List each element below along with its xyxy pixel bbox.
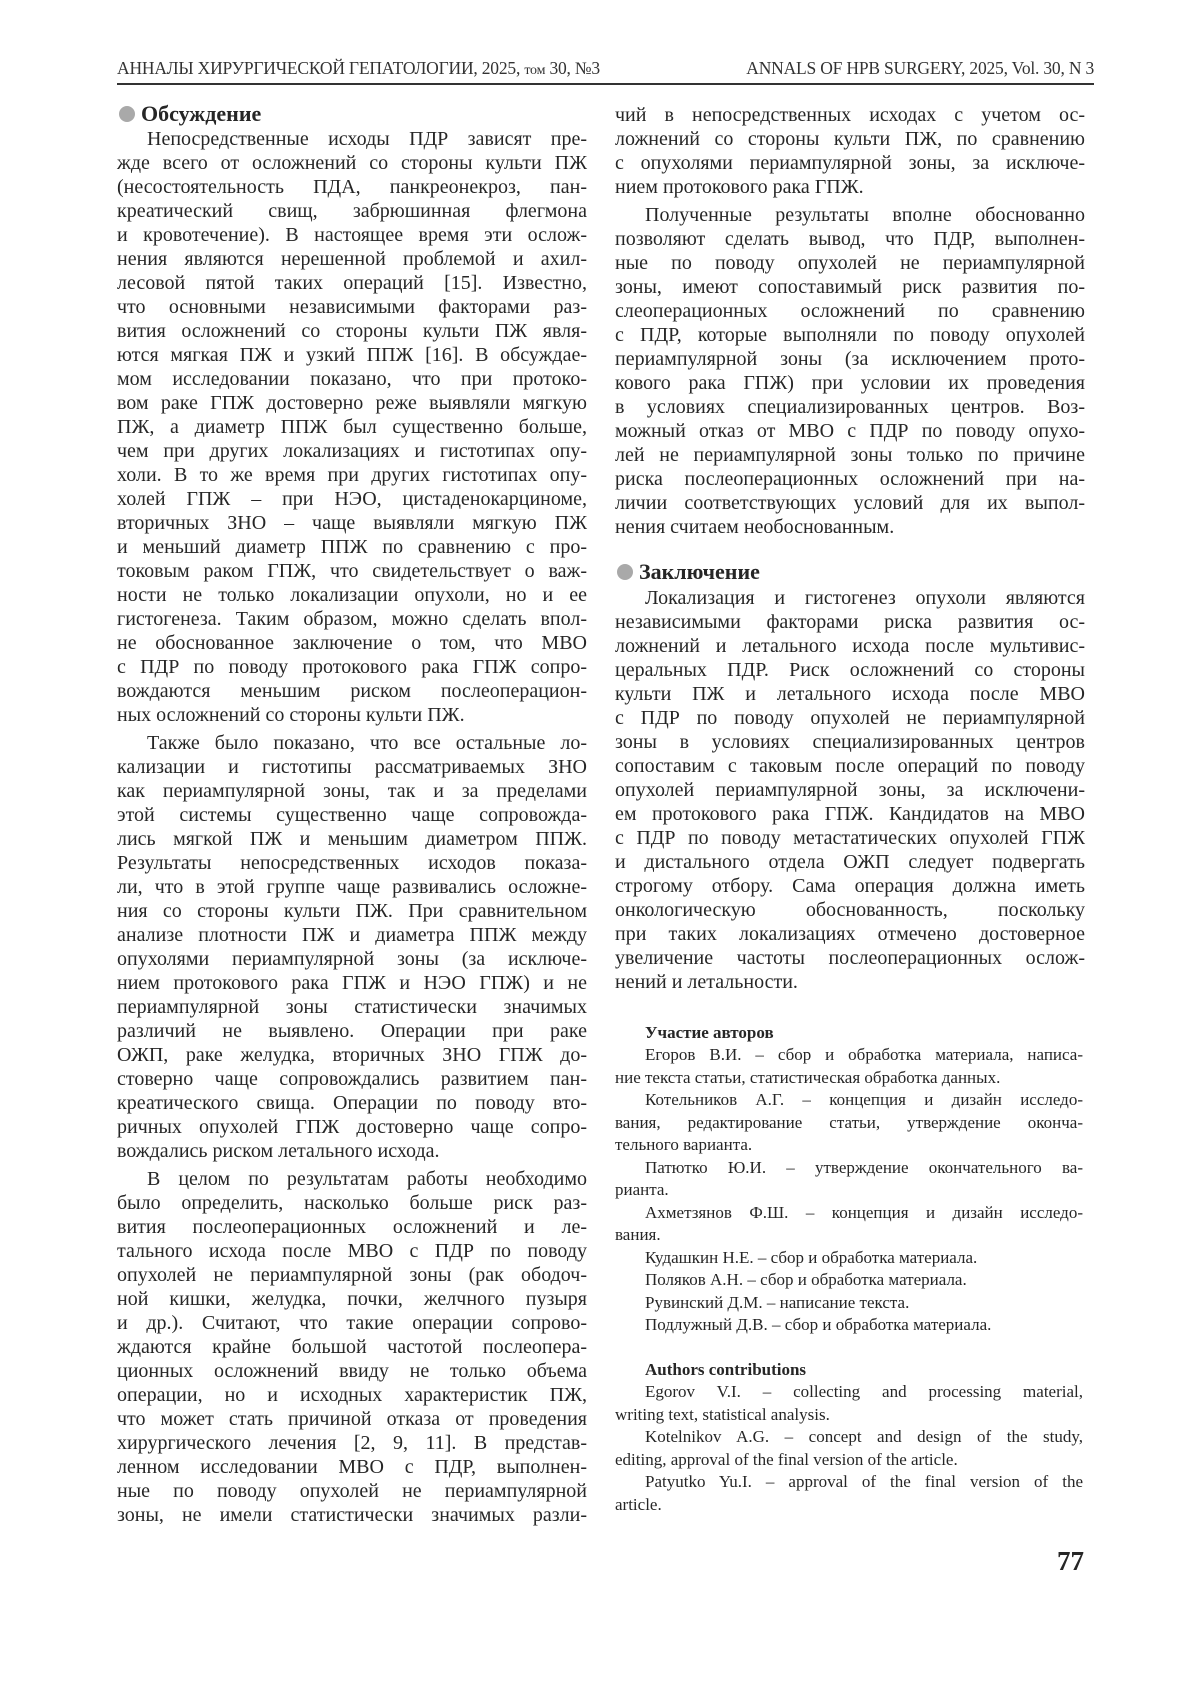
- text-line: не обоснованное заключение о том, что МВО: [117, 631, 587, 655]
- authors-contribution-en: [615, 1358, 1083, 1516]
- text-line: кализации и гистотипы рассматриваемых ЗНО: [117, 755, 587, 779]
- text-line: Также было показано, что все остальные ло-: [117, 731, 587, 755]
- text-line: как периампулярной зоны, так и за пределами: [117, 779, 587, 803]
- text-line: В целом по результатам работы необходимо: [117, 1167, 587, 1191]
- text-line: независимыми факторами риска развития ос-: [615, 610, 1085, 634]
- author-contribution-item: [615, 1247, 1083, 1270]
- text-line: нения являются нерешенной проблемой и ахил-: [117, 247, 587, 271]
- text-line: риска послеоперационных осложнений при на-: [615, 467, 1085, 491]
- text-line: ждаются крайне большой частотой послеопера-: [117, 1335, 587, 1359]
- header-rule: [117, 83, 1094, 85]
- text-line: с ПДР по поводу протокового рака ГПЖ сопро-: [117, 655, 587, 679]
- text-line: ния со стороны культи ПЖ. При сравнительном: [117, 899, 587, 923]
- journal-title-ru: АННАЛЫ ХИРУРГИЧЕСКОЙ ГЕПАТОЛОГИИ, 2025,: [117, 58, 520, 78]
- page-number: 77: [1057, 1546, 1084, 1577]
- text-line: с опухолями периампулярной зоны, за исключе-: [615, 151, 1085, 175]
- text-line: жде всего от осложнений со стороны культи ПЖ: [117, 151, 587, 175]
- right-column: [615, 103, 1085, 539]
- text-line: Патютко Ю.И. – утверждение окончательного ва-: [615, 1157, 1083, 1180]
- paragraph: [615, 586, 1085, 994]
- text-line: лесовой пятой таких операций [15]. Известно,: [117, 271, 587, 295]
- text-line: кового рака ГПЖ) при условии их проведения: [615, 371, 1085, 395]
- text-line: зоны, имеют сопоставимый риск развития по-: [615, 275, 1085, 299]
- text-line: позволяют сделать вывод, что ПДР, выполнен-: [615, 227, 1085, 251]
- heading-text: Обсуждение: [141, 102, 261, 126]
- conclusion-section: [615, 558, 1085, 994]
- text-line: с ПДР, которые выполняли по поводу опухолей: [615, 323, 1085, 347]
- authors-heading-en: Authors contributions: [615, 1358, 1083, 1381]
- text-line: и др.). Считают, что такие операции сопрово-: [117, 1311, 587, 1335]
- author-contribution-item: [615, 1044, 1083, 1089]
- text-line: мом исследовании показано, что при протоко-: [117, 367, 587, 391]
- text-line: ционных осложнений ввиду не только объема: [117, 1359, 587, 1383]
- text-line: увеличение частоты послеоперационных ослож-: [615, 946, 1085, 970]
- text-line: Рувинский Д.М. – написание текста.: [615, 1292, 1083, 1315]
- text-line: вания, редактирование статьи, утверждение оконча-: [615, 1112, 1083, 1135]
- text-line: Полученные результаты вполне обоснованно: [615, 203, 1085, 227]
- text-line: слеоперационных осложнений по сравнению: [615, 299, 1085, 323]
- text-line: хирургического лечения [2, 9, 11]. В представ-: [117, 1431, 587, 1455]
- bullet-icon: [617, 564, 633, 580]
- paragraph: [117, 731, 587, 1163]
- text-line: ложнений и летального исхода после мультивис-: [615, 634, 1085, 658]
- text-line: тального исхода после МВО с ПДР по поводу: [117, 1239, 587, 1263]
- running-header-en: ANNALS OF HPB SURGERY, 2025, Vol. 30, N 3: [746, 58, 1094, 79]
- text-line: Поляков А.Н. – сбор и обработка материала.: [615, 1269, 1083, 1292]
- author-contribution-item: [615, 1381, 1083, 1426]
- text-line: ленном исследовании МВО с ПДР, выполнен-: [117, 1455, 587, 1479]
- text-line: холи. В то же время при других гистотипах опу-: [117, 463, 587, 487]
- text-line: различий не выявлено. Операции при раке: [117, 1019, 587, 1043]
- authors-heading-ru: Участие авторов: [615, 1021, 1083, 1044]
- text-line: вития осложнений со стороны культи ПЖ явля-: [117, 319, 587, 343]
- authors-contribution-ru: [615, 1021, 1083, 1337]
- volume-word: том: [524, 63, 545, 78]
- text-line: и кровотечение). В настоящее время эти ослож-: [117, 223, 587, 247]
- issue-ru: 30, №3: [549, 58, 600, 78]
- text-line: креатического свища. Операции по поводу вто-: [117, 1091, 587, 1115]
- text-line: периампулярной зоны (за исключением прото-: [615, 347, 1085, 371]
- text-line: опухолями периампулярной зоны (за исключе-: [117, 947, 587, 971]
- text-line: (несостоятельность ПДА, панкреонекроз, пан-: [117, 175, 587, 199]
- text-line: вития послеоперационных осложнений и ле-: [117, 1215, 587, 1239]
- text-line: Егоров В.И. – сбор и обработка материала, написа-: [615, 1044, 1083, 1067]
- text-line: Результаты непосредственных исходов показа-: [117, 851, 587, 875]
- text-line: гистогенеза. Таким образом, можно сделать впол-: [117, 607, 587, 631]
- text-line: было определить, насколько больше риск раз-: [117, 1191, 587, 1215]
- text-line: Ахметзянов Ф.Ш. – концепция и дизайн исследо-: [615, 1202, 1083, 1225]
- text-line: ной кишки, желудка, почки, желчного пузыря: [117, 1287, 587, 1311]
- author-contribution-item: [615, 1471, 1083, 1516]
- text-line: с ПДР по поводу метастатических опухолей ГПЖ: [615, 826, 1085, 850]
- author-contribution-item: [615, 1089, 1083, 1157]
- left-column: [117, 100, 587, 1527]
- text-line: ОЖП, раке желудка, вторичных ЗНО ГПЖ до-: [117, 1043, 587, 1067]
- running-header-ru: [117, 58, 600, 79]
- text-line: вания.: [615, 1224, 1083, 1247]
- text-line: вторичных ЗНО – чаще выявляли мягкую ПЖ: [117, 511, 587, 535]
- text-line: Egorov V.I. – collecting and processing material,: [615, 1381, 1083, 1404]
- section-heading-discussion: [117, 100, 587, 127]
- text-line: культи ПЖ и летального исхода после МВО: [615, 682, 1085, 706]
- text-line: стоверно чаще сопровождались развитием пан-: [117, 1067, 587, 1091]
- text-line: зоны, не имели статистически значимых разли-: [117, 1503, 587, 1527]
- text-line: ных осложнений со стороны культи ПЖ.: [117, 703, 587, 727]
- text-line: что основными независимыми факторами раз-: [117, 295, 587, 319]
- heading-text: Заключение: [639, 560, 760, 584]
- text-line: сопоставим с таковым после операций по поводу: [615, 754, 1085, 778]
- text-line: вом раке ГПЖ достоверно реже выявляли мягкую: [117, 391, 587, 415]
- text-line: Кудашкин Н.Е. – сбор и обработка материала.: [615, 1247, 1083, 1270]
- text-line: Kotelnikov A.G. – concept and design of the study,: [615, 1426, 1083, 1449]
- author-contribution-item: [615, 1269, 1083, 1292]
- text-line: ричных опухолей ГПЖ достоверно чаще сопро-: [117, 1115, 587, 1139]
- text-line: ные по поводу опухолей не периампулярной: [117, 1479, 587, 1503]
- text-line: вождались риском летального исхода.: [117, 1139, 587, 1163]
- text-line: и дистального отдела ОЖП следует подвергать: [615, 850, 1085, 874]
- author-contribution-item: [615, 1292, 1083, 1315]
- text-line: лей не периампулярной зоны только по причине: [615, 443, 1085, 467]
- text-line: ПЖ, а диаметр ППЖ был существенно больше,: [117, 415, 587, 439]
- author-contribution-item: [615, 1157, 1083, 1202]
- text-line: холей ГПЖ – при НЭО, цистаденокарциноме,: [117, 487, 587, 511]
- text-line: тельного варианта.: [615, 1134, 1083, 1157]
- author-contribution-item: [615, 1314, 1083, 1337]
- text-line: вождаются меньшим риском послеоперацион-: [117, 679, 587, 703]
- text-line: при таких локализациях отмечено достоверное: [615, 922, 1085, 946]
- text-line: ли, что в этой группе чаще развивались осложне-: [117, 875, 587, 899]
- text-line: чий в непосредственных исходах с учетом ос-: [615, 103, 1085, 127]
- text-line: нений и летальности.: [615, 970, 1085, 994]
- text-line: ложнений со стороны культи ПЖ, по сравнению: [615, 127, 1085, 151]
- text-line: чем при других локализациях и гистотипах опу-: [117, 439, 587, 463]
- text-line: опухолей периампулярной зоны, за исключени-: [615, 778, 1085, 802]
- text-line: Локализация и гистогенез опухоли являются: [615, 586, 1085, 610]
- text-line: ем протокового рака ГПЖ. Кандидатов на МВО: [615, 802, 1085, 826]
- text-line: креатический свищ, забрюшинная флегмона: [117, 199, 587, 223]
- text-line: ности не только локализации опухоли, но и ее: [117, 583, 587, 607]
- text-line: editing, approval of the final version of the article.: [615, 1449, 1083, 1472]
- text-line: строгому отбору. Сама операция должна иметь: [615, 874, 1085, 898]
- text-line: article.: [615, 1494, 1083, 1517]
- text-line: анализе плотности ПЖ и диаметра ППЖ между: [117, 923, 587, 947]
- text-line: опухолей не периампулярной зоны (рак ободоч-: [117, 1263, 587, 1287]
- text-line: Котельников А.Г. – концепция и дизайн исследо-: [615, 1089, 1083, 1112]
- text-line: и меньший диаметр ППЖ по сравнению с про-: [117, 535, 587, 559]
- text-line: этой системы существенно чаще сопровожда-: [117, 803, 587, 827]
- paragraph: [117, 1167, 587, 1527]
- text-line: церальных ПДР. Риск осложнений со стороны: [615, 658, 1085, 682]
- text-line: токовым раком ГПЖ, что свидетельствует о важ-: [117, 559, 587, 583]
- text-line: зоны в условиях специализированных центров: [615, 730, 1085, 754]
- text-line: нения считаем необоснованным.: [615, 515, 1085, 539]
- text-line: ные по поводу опухолей не периампулярной: [615, 251, 1085, 275]
- text-line: в условиях специализированных центров. Воз-: [615, 395, 1085, 419]
- paragraph: [615, 103, 1085, 199]
- text-line: Подлужный Д.В. – сбор и обработка материала.: [615, 1314, 1083, 1337]
- text-line: личии соответствующих условий для их выпол-: [615, 491, 1085, 515]
- text-line: можный отказ от МВО с ПДР по поводу опухо-: [615, 419, 1085, 443]
- text-line: writing text, statistical analysis.: [615, 1404, 1083, 1427]
- text-line: ются мягкая ПЖ и узкий ППЖ [16]. В обсуждае-: [117, 343, 587, 367]
- text-line: периампулярной зоны статистически значимых: [117, 995, 587, 1019]
- text-line: нием протокового рака ГПЖ и НЭО ГПЖ) и не: [117, 971, 587, 995]
- text-line: что может стать причиной отказа от проведения: [117, 1407, 587, 1431]
- text-line: лись мягкой ПЖ и меньшим диаметром ППЖ.: [117, 827, 587, 851]
- text-line: рианта.: [615, 1179, 1083, 1202]
- text-line: Непосредственные исходы ПДР зависят пре-: [117, 127, 587, 151]
- paragraph: [615, 203, 1085, 539]
- text-line: Patyutko Yu.I. – approval of the final version of the: [615, 1471, 1083, 1494]
- author-contribution-item: [615, 1426, 1083, 1471]
- author-contribution-item: [615, 1202, 1083, 1247]
- text-line: операции, но и исходных характеристик ПЖ,: [117, 1383, 587, 1407]
- text-line: нием протокового рака ГПЖ.: [615, 175, 1085, 199]
- text-line: онкологическую обоснованность, поскольку: [615, 898, 1085, 922]
- text-line: ние текста статьи, статистическая обработка данных.: [615, 1067, 1083, 1090]
- section-heading-conclusion: [615, 558, 1085, 586]
- paragraph: [117, 127, 587, 727]
- text-line: с ПДР по поводу опухолей не периампулярной: [615, 706, 1085, 730]
- bullet-icon: [119, 106, 135, 122]
